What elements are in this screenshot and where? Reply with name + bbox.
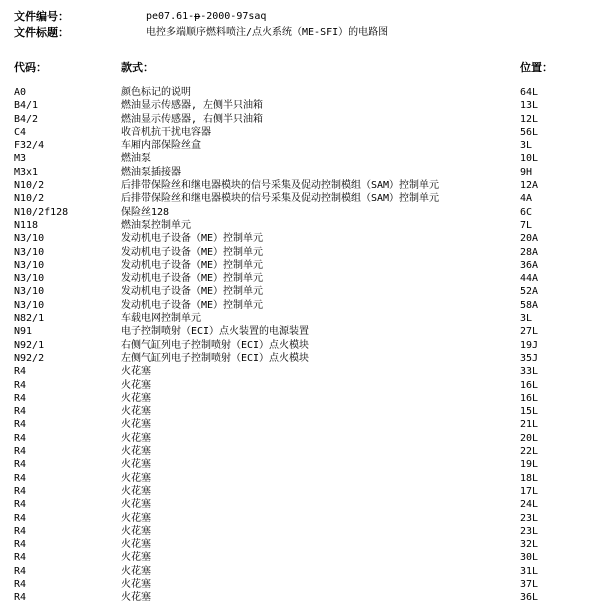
table-row: [0, 272, 604, 285]
table-row: [0, 498, 604, 511]
row-code: B4/1: [14, 100, 39, 112]
row-position: 17L: [520, 485, 539, 497]
table-row: [0, 485, 604, 498]
row-description: 后排带保险丝和继电器模块的信号采集及促动控制模组（SAM）控制单元: [121, 180, 440, 192]
row-position: 3L: [520, 313, 533, 325]
row-description: 发动机电子设备（ME）控制单元: [121, 286, 264, 298]
row-position: 15L: [520, 406, 539, 418]
row-code: R4: [14, 592, 27, 604]
row-position: 35J: [520, 352, 539, 364]
row-code: N10/2: [14, 180, 45, 192]
row-position: 7L: [520, 219, 533, 231]
row-description: 发动机电子设备（ME）控制单元: [121, 299, 264, 311]
row-code: R4: [14, 406, 27, 418]
table-row: [0, 312, 604, 325]
row-description: 燃油泵: [121, 153, 151, 165]
row-description: 发动机电子设备（ME）控制单元: [121, 259, 264, 271]
row-code: R4: [14, 366, 27, 378]
doc-number-label: 文件编号：: [14, 10, 69, 23]
row-position: 28A: [520, 246, 539, 258]
row-description: 火花塞: [121, 472, 151, 484]
row-description: 火花塞: [121, 366, 151, 378]
table-row: [0, 166, 604, 179]
row-code: N92/2: [14, 352, 45, 364]
row-code: R4: [14, 472, 27, 484]
table-row: [0, 591, 604, 604]
row-code: N3/10: [14, 299, 45, 311]
table-row: [0, 339, 604, 352]
row-code: N92/1: [14, 339, 45, 351]
row-code: R4: [14, 552, 27, 564]
row-code: R4: [14, 392, 27, 404]
row-position: 52A: [520, 286, 539, 298]
row-code: R4: [14, 539, 27, 551]
row-position: 6C: [520, 206, 533, 218]
table-row: [0, 246, 604, 259]
table-row: [0, 219, 604, 232]
row-description: 火花塞: [121, 539, 151, 551]
table-row: [0, 365, 604, 378]
row-code: N3/10: [14, 246, 45, 258]
table-row: [0, 325, 604, 338]
row-code: N3/10: [14, 273, 45, 285]
row-description: 发动机电子设备（ME）控制单元: [121, 273, 264, 285]
row-code: M3x1: [14, 166, 39, 178]
row-description: 发动机电子设备（ME）控制单元: [121, 233, 264, 245]
row-position: 20A: [520, 233, 539, 245]
row-position: 58A: [520, 299, 539, 311]
row-code: N91: [14, 326, 33, 338]
row-description: 火花塞: [121, 432, 151, 444]
row-code: R4: [14, 485, 27, 497]
column-header-desc: 款式：: [121, 61, 154, 74]
row-description: 燃油泵插接器: [121, 166, 181, 178]
row-position: 64L: [520, 87, 539, 98]
row-description: 火花塞: [121, 499, 151, 511]
doc-title-label: 文件标题：: [14, 26, 69, 39]
doc-number-strike: p: [194, 11, 201, 22]
row-position: 32L: [520, 539, 539, 551]
row-description: 保险丝128: [121, 206, 170, 218]
row-position: 4A: [520, 193, 533, 205]
row-code: R4: [14, 578, 27, 590]
table-row: [0, 578, 604, 591]
table-row: [0, 405, 604, 418]
table-row: [0, 259, 604, 272]
table-row: [0, 126, 604, 139]
row-position: 16L: [520, 379, 539, 391]
table-row: [0, 472, 604, 485]
row-position: 12A: [520, 180, 539, 192]
row-position: 3L: [520, 140, 533, 152]
row-description: 火花塞: [121, 578, 151, 590]
row-code: N82/1: [14, 313, 45, 325]
row-code: R4: [14, 432, 27, 444]
table-row: [0, 113, 604, 126]
table-row: [0, 152, 604, 165]
table-row: [0, 432, 604, 445]
table-row: [0, 299, 604, 312]
row-description: 发动机电子设备（ME）控制单元: [121, 246, 264, 258]
row-code: B4/2: [14, 113, 39, 125]
row-position: 24L: [520, 499, 539, 511]
row-description: 左侧气缸列电子控制喷射（ECI）点火模块: [121, 352, 310, 364]
table-row: [0, 352, 604, 365]
row-position: 12L: [520, 113, 539, 125]
row-code: R4: [14, 512, 27, 524]
row-code: A0: [14, 87, 27, 98]
row-description: 后排带保险丝和继电器模块的信号采集及促动控制模组（SAM）控制单元: [121, 193, 440, 205]
row-description: 燃油显示传感器, 右侧半只油箱: [121, 113, 264, 125]
row-code: R4: [14, 446, 27, 458]
row-description: 火花塞: [121, 592, 151, 604]
table-row: [0, 551, 604, 564]
row-position: 31L: [520, 565, 539, 577]
table-row: [0, 86, 604, 99]
doc-number-post: -2000-97saq: [200, 11, 267, 22]
table-row: [0, 565, 604, 578]
row-code: F32/4: [14, 140, 45, 152]
row-code: R4: [14, 459, 27, 471]
row-description: 燃油泵控制单元: [121, 219, 191, 231]
row-position: 23L: [520, 512, 539, 524]
row-code: R4: [14, 379, 27, 391]
table-row: [0, 285, 604, 298]
row-description: 右侧气缸列电子控制喷射（ECI）点火模块: [121, 339, 310, 351]
row-position: 44A: [520, 273, 539, 285]
row-description: 燃油显示传感器, 左侧半只油箱: [121, 100, 264, 112]
row-position: 23L: [520, 525, 539, 537]
row-description: 火花塞: [121, 552, 151, 564]
row-code: M3: [14, 153, 27, 165]
table-row: [0, 139, 604, 152]
row-description: 火花塞: [121, 392, 151, 404]
row-code: R4: [14, 565, 27, 577]
row-position: 33L: [520, 366, 539, 378]
doc-number-value: [146, 10, 266, 24]
row-description: 火花塞: [121, 419, 151, 431]
row-code: N118: [14, 219, 39, 231]
row-position: 20L: [520, 432, 539, 444]
row-position: 9H: [520, 166, 533, 178]
row-description: 火花塞: [121, 525, 151, 537]
column-header-pos: 位置：: [520, 61, 553, 74]
row-code: N3/10: [14, 233, 45, 245]
row-description: 火花塞: [121, 406, 151, 418]
row-code: N10/2f128: [14, 206, 69, 218]
table-row: [0, 525, 604, 538]
row-position: 22L: [520, 446, 539, 458]
row-description: 电子控制喷射（ECI）点火装置的电源装置: [121, 326, 310, 338]
row-description: 车厢内部保险丝盒: [121, 140, 201, 152]
row-position: 19J: [520, 339, 539, 351]
row-position: 13L: [520, 100, 539, 112]
row-position: 36L: [520, 592, 539, 604]
row-description: 车载电网控制单元: [121, 313, 201, 325]
row-position: 18L: [520, 472, 539, 484]
row-description: 火花塞: [121, 512, 151, 524]
row-description: 火花塞: [121, 379, 151, 391]
row-code: R4: [14, 419, 27, 431]
row-code: C4: [14, 126, 27, 138]
table-row: [0, 512, 604, 525]
table-row: [0, 379, 604, 392]
row-description: 颜色标记的说明: [121, 87, 191, 98]
table-row: [0, 192, 604, 205]
row-description: 火花塞: [121, 459, 151, 471]
row-position: 36A: [520, 259, 539, 271]
table-row: [0, 538, 604, 551]
doc-number-pre: pe07.61-: [146, 11, 195, 22]
row-position: 16L: [520, 392, 539, 404]
table-row: [0, 232, 604, 245]
row-code: N3/10: [14, 259, 45, 271]
table-row: [0, 445, 604, 458]
table-row: [0, 392, 604, 405]
row-description: 火花塞: [121, 446, 151, 458]
column-header-code: 代码：: [14, 61, 47, 74]
row-position: 56L: [520, 126, 539, 138]
table-row: [0, 99, 604, 112]
row-code: R4: [14, 499, 27, 511]
table-row: [0, 418, 604, 431]
row-description: 收音机抗干扰电容器: [121, 126, 211, 138]
row-description: 火花塞: [121, 565, 151, 577]
row-position: 27L: [520, 326, 539, 338]
row-code: R4: [14, 525, 27, 537]
table-row: [0, 458, 604, 471]
table-row: [0, 206, 604, 219]
row-position: 21L: [520, 419, 539, 431]
row-position: 30L: [520, 552, 539, 564]
table-row: [0, 179, 604, 192]
row-code: N10/2: [14, 193, 45, 205]
row-position: 19L: [520, 459, 539, 471]
row-position: 10L: [520, 153, 539, 165]
row-code: N3/10: [14, 286, 45, 298]
row-description: 火花塞: [121, 485, 151, 497]
doc-title-value: 电控多端顺序燃料喷注/点火系统（ME-SFI）的电路图: [146, 27, 389, 38]
parts-table-body: [0, 86, 604, 605]
row-position: 37L: [520, 578, 539, 590]
